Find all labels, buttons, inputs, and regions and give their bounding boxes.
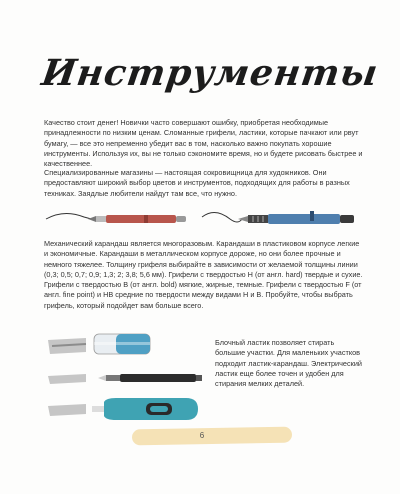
blue-mechanical-pencil-illustration (200, 205, 365, 233)
intro-paragraph: Качество стоит денег! Новички часто совершают ошибку, приобретая необходимые принадлежности по низким ценам. Сломанные грифели, ластики, которые пачкают или рвут бумагу, — все это непременно убедит вас в том, насколько важно покупать хорошие инструменты. Используя их, вы не только сэкономите время, но и будете рисовать быстрее и качественнее. (44, 118, 363, 169)
block-eraser-illustration (46, 328, 156, 362)
electric-eraser-illustration (46, 392, 206, 426)
stores-paragraph: Специализированные магазины — настоящая сокровищница для художников. Они предоставляют широкий выбор цветов и инструментов, подходящих для работы в разных техниках. Заядлые любители найдут там все, что нужно. (44, 168, 350, 198)
page-footer-band (132, 427, 292, 446)
page-title: Инструменты (39, 52, 382, 94)
red-mechanical-pencil-illustration (44, 205, 194, 233)
page-number: 6 (199, 431, 205, 440)
mechanical-pencil-paragraph: Механический карандаш является многоразовым. Карандаши в пластиковом корпусе легкие и экономичные. Карандаши в металлическом корпусе дороже, но они более прочные и немного тяжелее. Толщину грифеля выбирайте в зависимости от желаемой толщины линии (0,3; 0,5; 0,7; 0,9; 1,3; 2; 3,8; 5,6 мм). Грифели с твердостью H (от англ. hard) твердые и сухие. Грифели с твердостью B (от англ. bold) мягкие, жирные, темные. Грифели с твердостью F (от англ. fine point) и HB средние по твердости между видами H и B. Пробуйте, чтобы выбрать грифель, который подойдет вам больше всего. (44, 239, 363, 310)
eraser-pencil-illustration (46, 366, 206, 390)
page-footer (132, 424, 292, 446)
eraser-paragraph: Блочный ластик позволяет стирать большие участки. Для маленьких участков подходит ластик-карандаш. Электрический ластик еще более точен и удобен для стирания мелких деталей. (215, 338, 362, 389)
